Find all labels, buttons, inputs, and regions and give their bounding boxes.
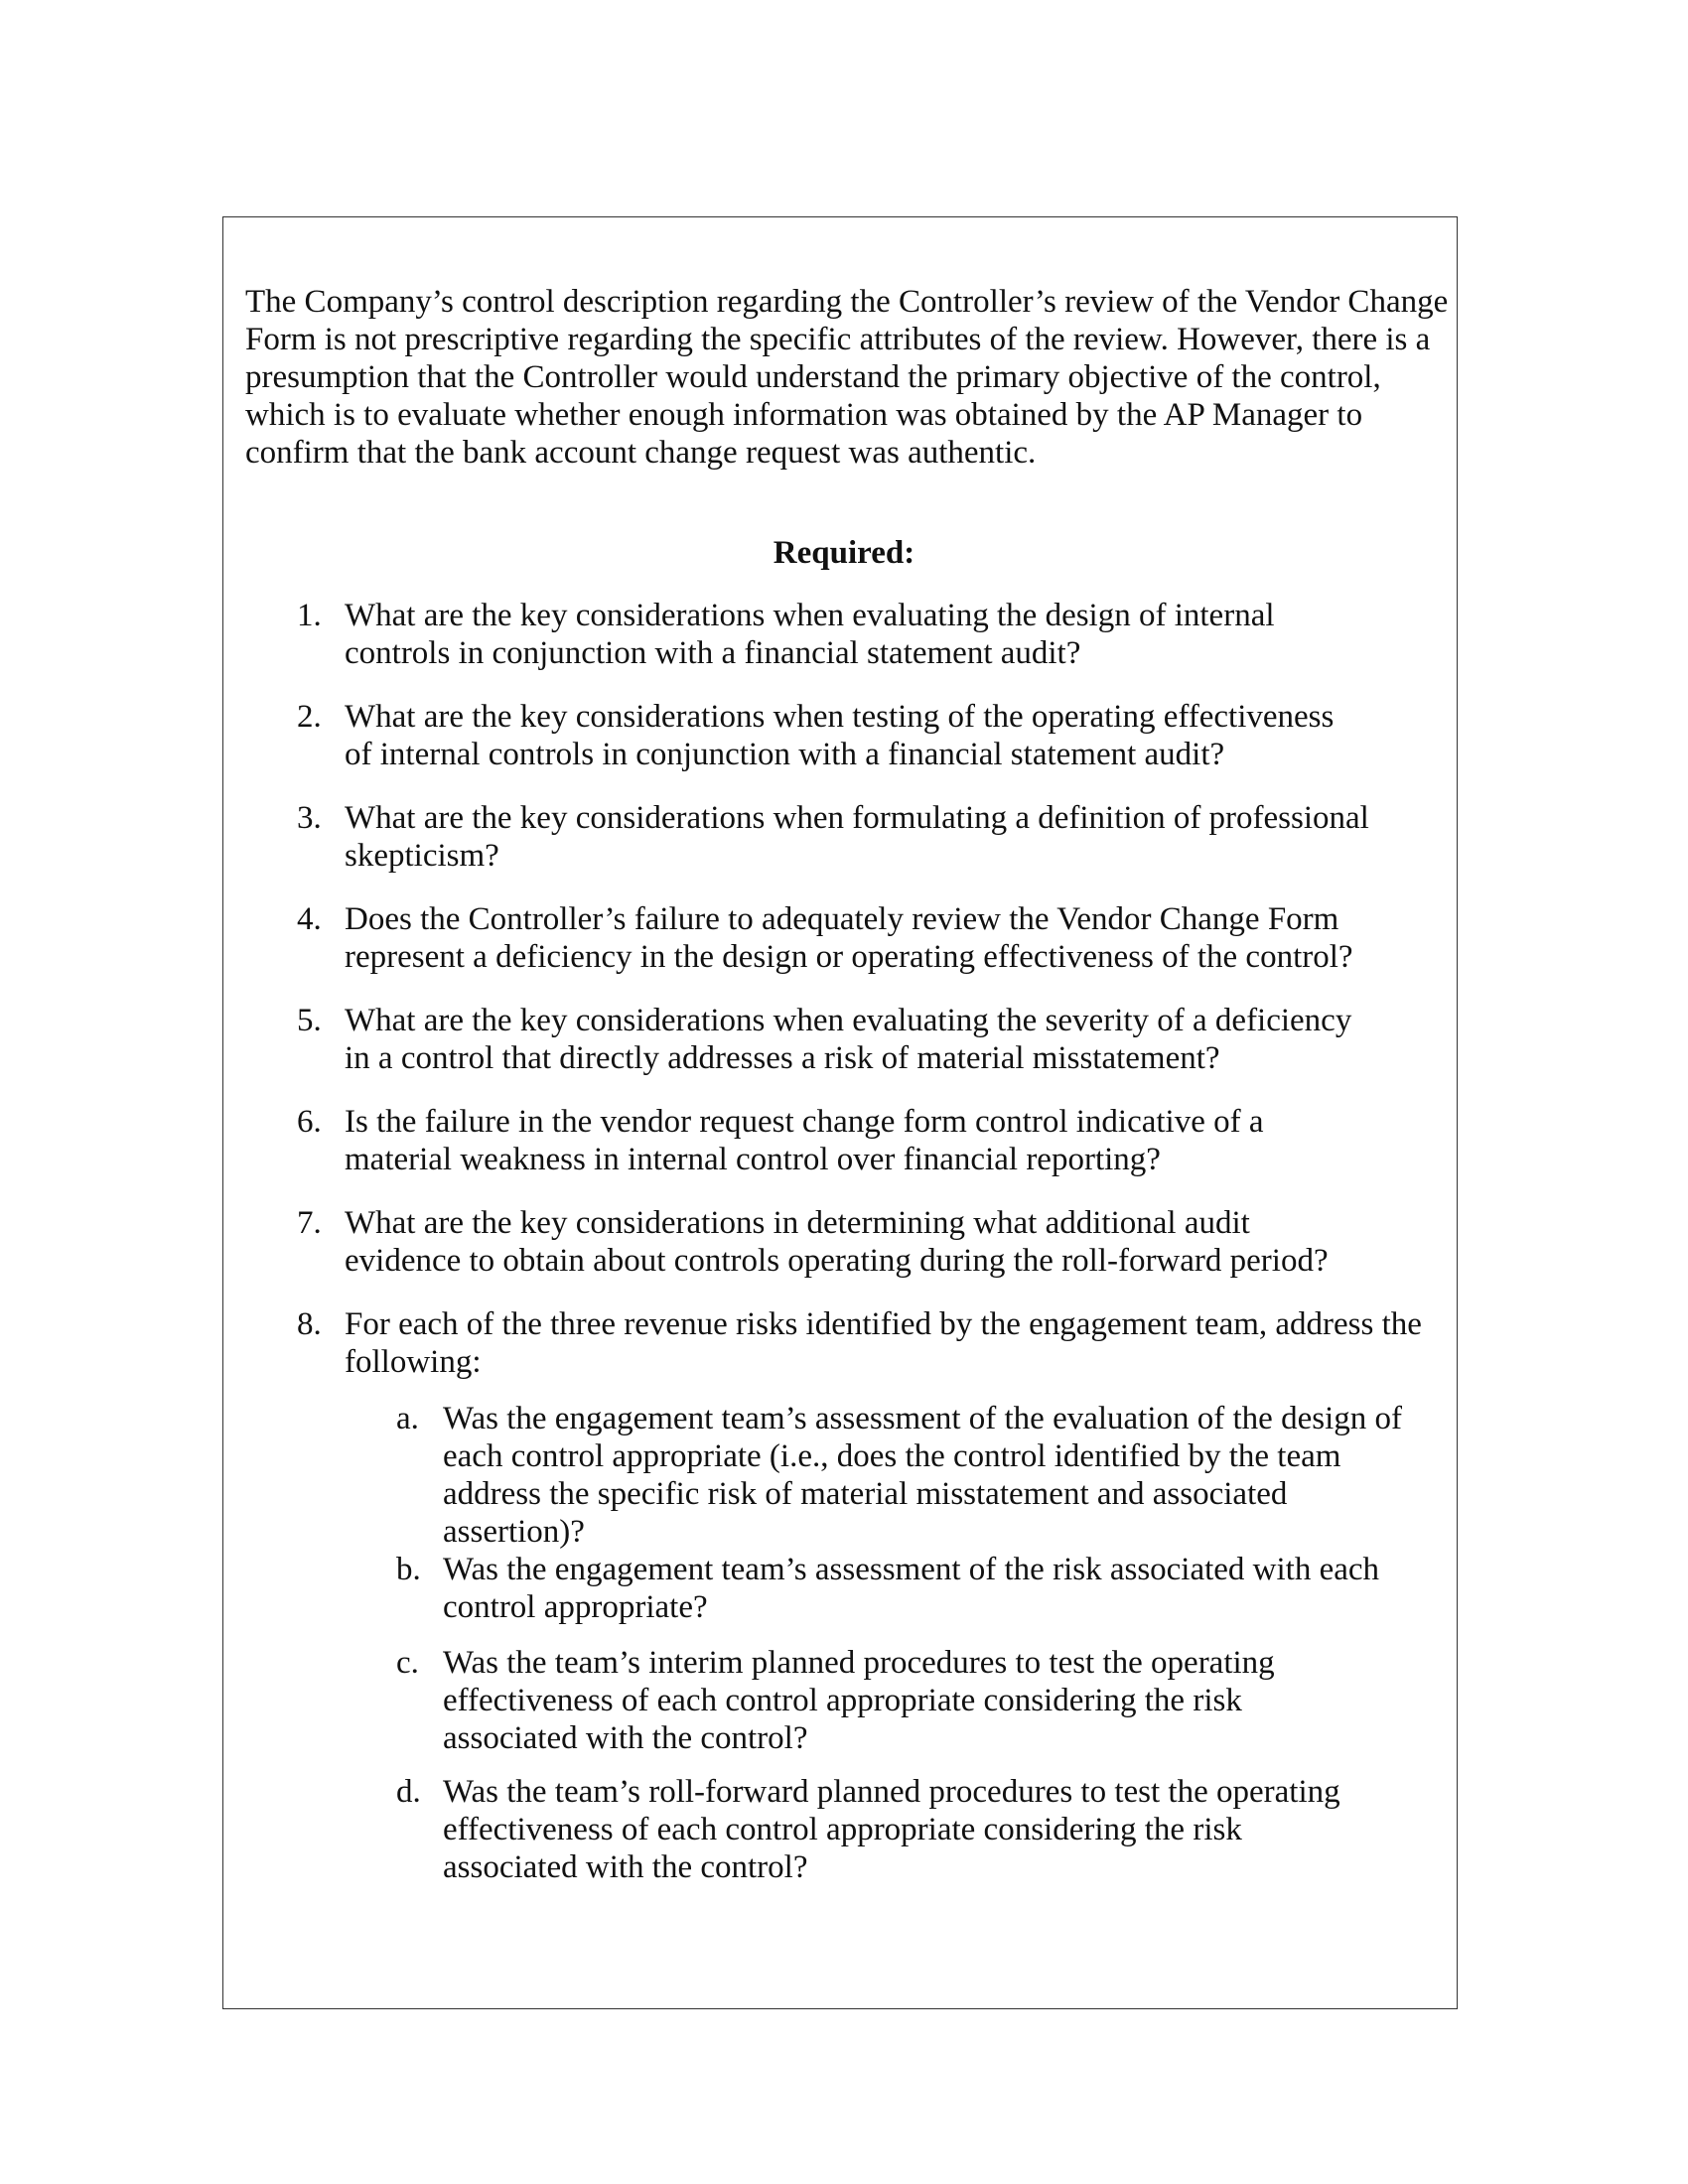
intro-line: Form is not prescriptive regarding the specific attributes of the review. However, there is a bbox=[245, 322, 1431, 357]
question-text-line: evidence to obtain about controls operating during the roll-forward period? bbox=[345, 1243, 1329, 1279]
subquestion-text-line: associated with the control? bbox=[443, 1720, 808, 1756]
intro-line: which is to evaluate whether enough information was obtained by the AP Manager to bbox=[245, 397, 1363, 433]
question-text-line: What are the key considerations when formulating a definition of professional bbox=[345, 800, 1369, 836]
question-text-line: What are the key considerations when evaluating the design of internal bbox=[345, 598, 1275, 633]
question-text-line: material weakness in internal control over financial reporting? bbox=[345, 1142, 1161, 1177]
question-item bbox=[345, 698, 1334, 773]
question-item bbox=[345, 1305, 1422, 1381]
question-text-line: controls in conjunction with a financial statement audit? bbox=[345, 635, 1081, 671]
question-item bbox=[345, 799, 1369, 875]
question-item bbox=[345, 1002, 1351, 1077]
subquestion-text-line: each control appropriate (i.e., does the control identified by the team bbox=[443, 1438, 1341, 1474]
question-number: 5. bbox=[297, 1003, 322, 1038]
subquestion-letter: d. bbox=[396, 1774, 421, 1810]
subquestion-text-line: Was the engagement team’s assessment of the evaluation of the design of bbox=[443, 1401, 1402, 1436]
intro-line: confirm that the bank account change request was authentic. bbox=[245, 435, 1037, 471]
subquestion-item bbox=[443, 1773, 1340, 1886]
subquestion-text-line: control appropriate? bbox=[443, 1589, 708, 1625]
question-number: 4. bbox=[297, 901, 322, 937]
subquestion-letter: a. bbox=[396, 1401, 419, 1436]
question-text-line: following: bbox=[345, 1344, 482, 1380]
question-item bbox=[345, 1204, 1329, 1280]
question-text-line: of internal controls in conjunction with a financial statement audit? bbox=[345, 737, 1225, 772]
question-text-line: Is the failure in the vendor request change form control indicative of a bbox=[345, 1104, 1264, 1140]
question-item bbox=[345, 1103, 1263, 1178]
subquestion-letter: b. bbox=[396, 1552, 421, 1587]
question-text-line: What are the key considerations when testing of the operating effectiveness bbox=[345, 699, 1335, 735]
subquestion-text-line: Was the team’s roll-forward planned procedures to test the operating bbox=[443, 1774, 1340, 1810]
question-text-line: What are the key considerations in determining what additional audit bbox=[345, 1205, 1250, 1241]
question-text-line: What are the key considerations when evaluating the severity of a deficiency bbox=[345, 1003, 1352, 1038]
subquestion-item bbox=[443, 1400, 1402, 1551]
question-number: 6. bbox=[297, 1104, 322, 1140]
question-text-line: For each of the three revenue risks identified by the engagement team, address the bbox=[345, 1306, 1422, 1342]
question-text-line: represent a deficiency in the design or operating effectiveness of the control? bbox=[345, 939, 1353, 975]
question-text-line: Does the Controller’s failure to adequately review the Vendor Change Form bbox=[345, 901, 1339, 937]
question-text-line: in a control that directly addresses a risk of material misstatement? bbox=[345, 1040, 1220, 1076]
subquestion-item bbox=[443, 1551, 1379, 1626]
subquestion-item bbox=[443, 1644, 1275, 1757]
question-item bbox=[345, 597, 1275, 672]
subquestion-text-line: effectiveness of each control appropriate considering the risk bbox=[443, 1683, 1242, 1718]
subquestion-text-line: Was the team’s interim planned procedures to test the operating bbox=[443, 1645, 1275, 1681]
question-item bbox=[345, 900, 1353, 976]
intro-line: presumption that the Controller would understand the primary objective of the control, bbox=[245, 359, 1381, 395]
question-number: 2. bbox=[297, 699, 322, 735]
question-text-line: skepticism? bbox=[345, 838, 499, 874]
subquestion-text-line: associated with the control? bbox=[443, 1849, 808, 1885]
question-number: 8. bbox=[297, 1306, 322, 1342]
question-number: 3. bbox=[297, 800, 322, 836]
subquestion-text-line: Was the engagement team’s assessment of the risk associated with each bbox=[443, 1552, 1380, 1587]
intro-line: The Company’s control description regarding the Controller’s review of the Vendor Change bbox=[245, 284, 1449, 320]
intro-paragraph bbox=[245, 283, 1448, 472]
question-number: 1. bbox=[297, 598, 322, 633]
question-number: 7. bbox=[297, 1205, 322, 1241]
subquestion-letter: c. bbox=[396, 1645, 419, 1681]
subquestion-text-line: assertion)? bbox=[443, 1514, 585, 1550]
required-heading: Required: bbox=[773, 535, 915, 571]
subquestion-text-line: address the specific risk of material misstatement and associated bbox=[443, 1476, 1288, 1512]
subquestion-text-line: effectiveness of each control appropriate considering the risk bbox=[443, 1812, 1242, 1847]
